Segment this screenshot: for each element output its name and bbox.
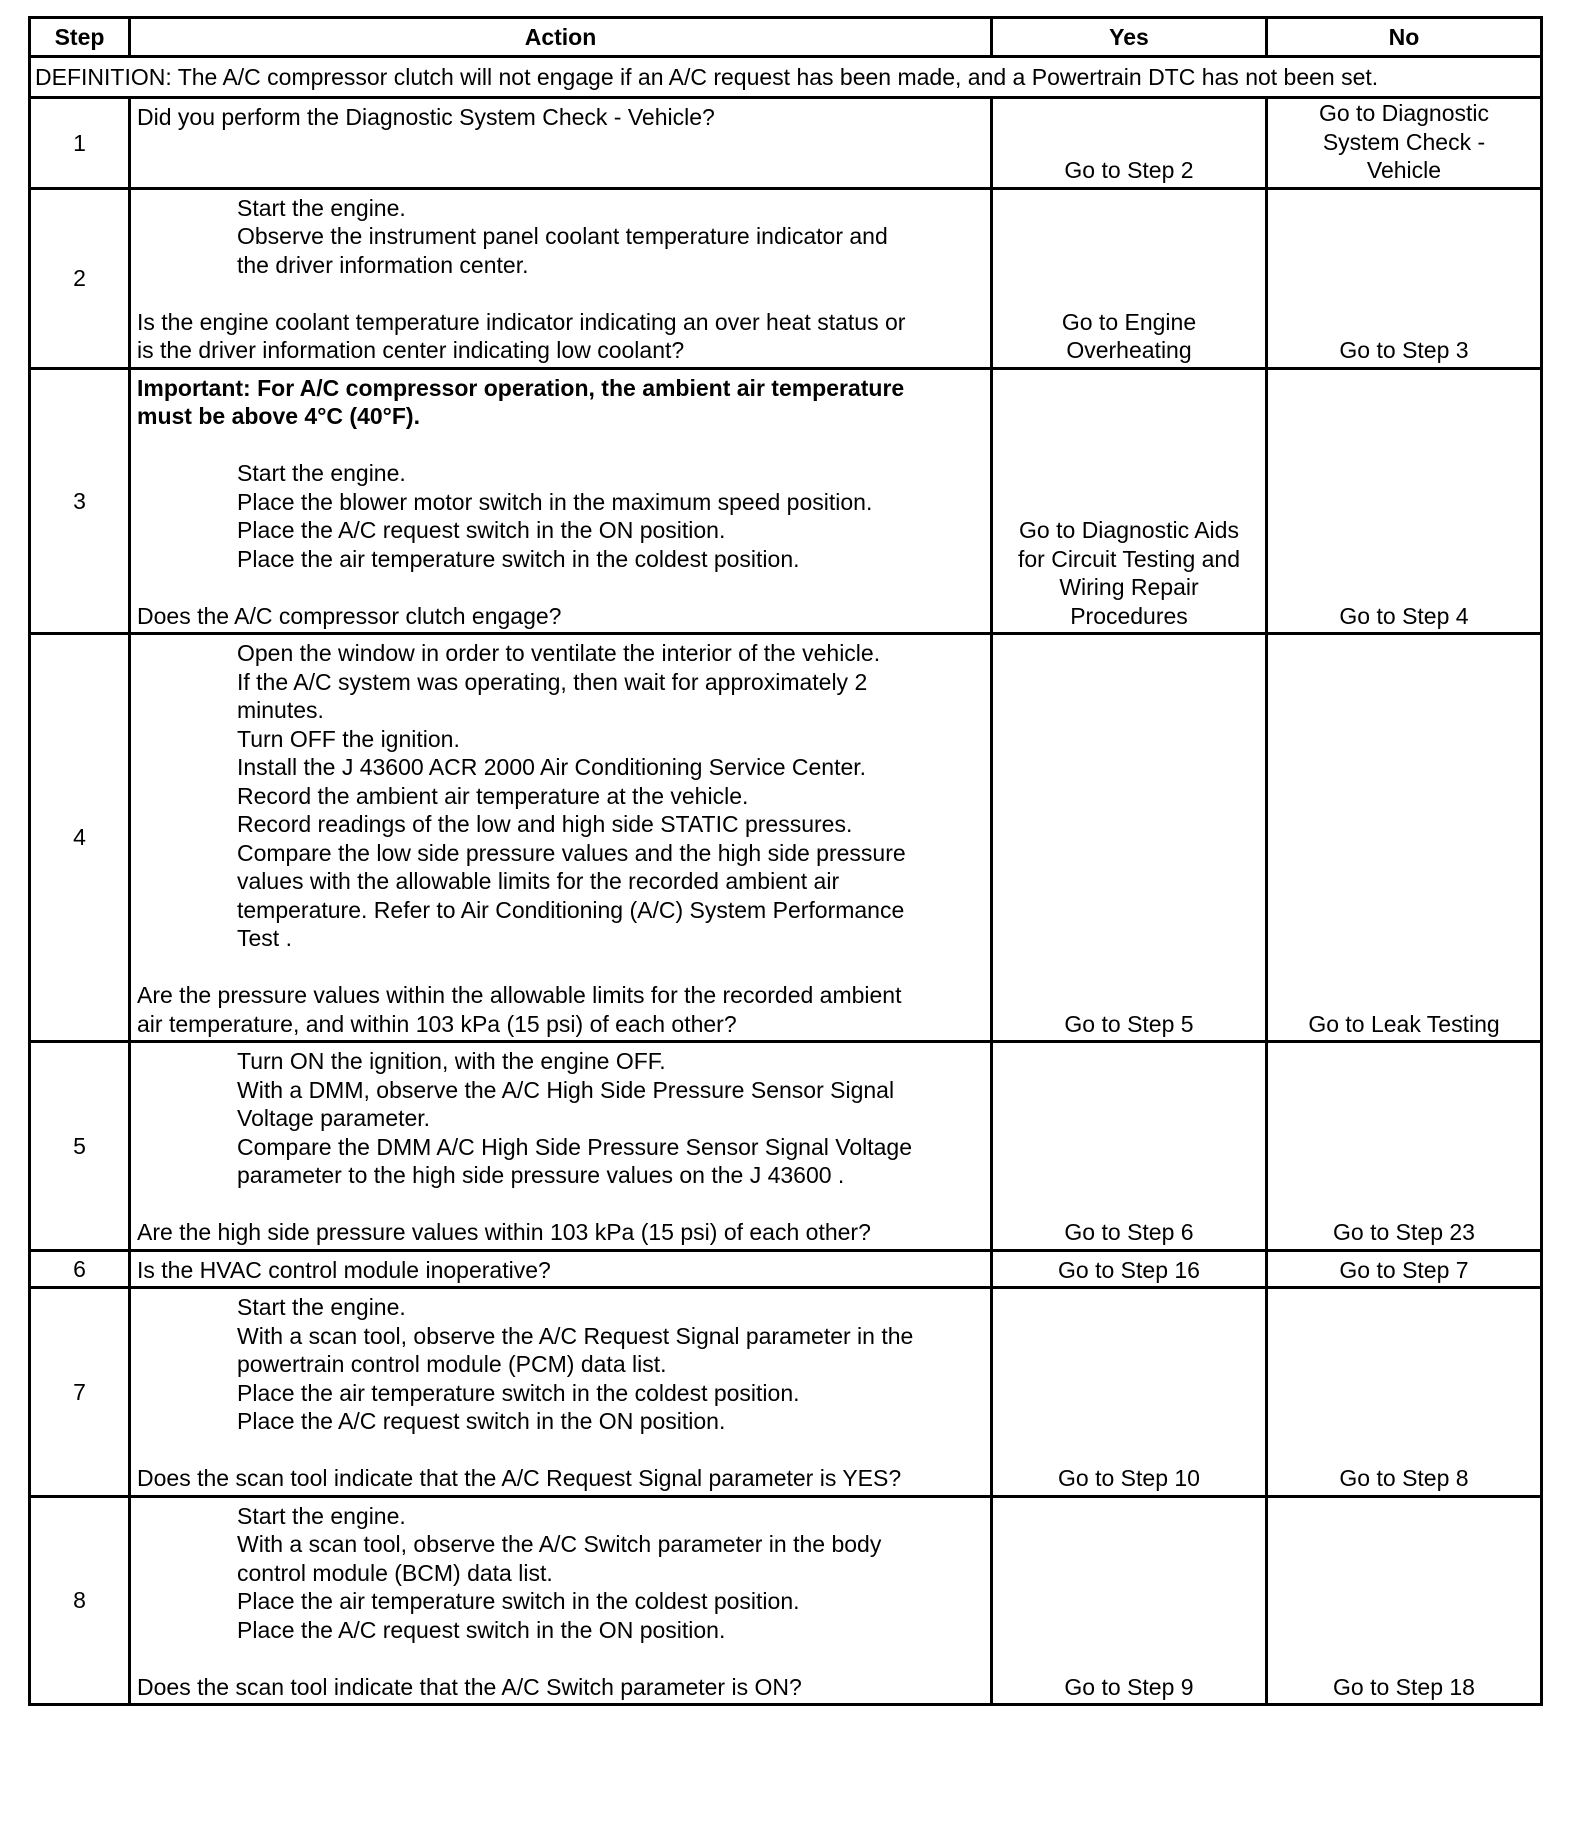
table-row xyxy=(30,98,1542,189)
action-line: Place the air temperature switch in the coldest position. xyxy=(237,545,800,572)
action-line: control module (BCM) data list. xyxy=(237,1559,553,1586)
no-line: Go to Step 3 xyxy=(1339,337,1469,363)
no-line: Go to Step 4 xyxy=(1339,602,1469,629)
action-line: Test . xyxy=(237,925,292,951)
no-line: Go to Step 7 xyxy=(1339,1256,1469,1283)
header-no: No xyxy=(1267,18,1542,57)
table-row xyxy=(30,1042,1542,1251)
header-row xyxy=(30,18,1542,57)
yes-line: Go to Step 6 xyxy=(1064,1219,1194,1245)
no-cell xyxy=(1267,1250,1542,1288)
header-step: Step xyxy=(30,18,130,57)
step-number: 6 xyxy=(30,1250,130,1288)
action-line: is the driver information center indicating low coolant? xyxy=(137,337,685,363)
action-line: Install the J 43600 ACR 2000 Air Conditioning Service Center. xyxy=(237,754,867,780)
yes-cell xyxy=(992,634,1267,1042)
yes-cell xyxy=(992,368,1267,634)
action-line: Does the A/C compressor clutch engage? xyxy=(137,602,562,629)
step-number: 8 xyxy=(30,1496,130,1705)
action-cell xyxy=(130,98,992,189)
spacer xyxy=(137,573,984,602)
no-line: Go to Leak Testing xyxy=(1308,1010,1500,1037)
action-line: Record readings of the low and high side STATIC pressures. xyxy=(237,811,853,837)
no-line: Go to Step 8 xyxy=(1339,1465,1469,1491)
table-row xyxy=(30,368,1542,634)
yes-line: Go to Engine xyxy=(1061,308,1197,335)
action-line: Place the A/C request switch in the ON position. xyxy=(237,1408,726,1434)
action-line: Did you perform the Diagnostic System Check - Vehicle? xyxy=(137,104,715,130)
action-line: Does the scan tool indicate that the A/C Request Signal parameter is YES? xyxy=(137,1465,902,1491)
spacer xyxy=(137,132,984,161)
action-cell xyxy=(130,634,992,1042)
action-line: Turn OFF the ignition. xyxy=(237,725,460,752)
action-line: Place the A/C request switch in the ON position. xyxy=(237,1616,726,1643)
yes-cell xyxy=(992,98,1267,189)
action-line: Open the window in order to ventilate the interior of the vehicle. xyxy=(237,640,881,666)
step-number: 1 xyxy=(30,98,130,189)
table-row xyxy=(30,1288,1542,1497)
spacer xyxy=(137,1436,984,1465)
yes-line: Go to Diagnostic Aids xyxy=(1019,517,1239,543)
no-line: Go to Step 18 xyxy=(1333,1673,1475,1700)
spacer xyxy=(137,1644,984,1673)
action-line: Important: For A/C compressor operation, the ambient air temperature xyxy=(137,374,905,401)
no-cell xyxy=(1267,1496,1542,1705)
yes-line: Go to Step 2 xyxy=(1064,157,1194,183)
no-cell xyxy=(1267,98,1542,189)
action-line: Place the blower motor switch in the maximum speed position. xyxy=(237,488,873,515)
header-yes: Yes xyxy=(992,18,1267,57)
action-line: Place the A/C request switch in the ON position. xyxy=(237,517,726,543)
no-cell xyxy=(1267,1288,1542,1497)
diagnostic-table xyxy=(28,16,1543,1706)
action-line: With a scan tool, observe the A/C Request Signal parameter in the xyxy=(237,1322,914,1349)
step-number: 7 xyxy=(30,1288,130,1497)
action-line: Start the engine. xyxy=(237,1294,406,1320)
action-line: If the A/C system was operating, then wait for approximately 2 xyxy=(237,668,868,695)
spacer xyxy=(137,1190,984,1219)
action-line: Are the pressure values within the allowable limits for the recorded ambient xyxy=(137,982,902,1008)
yes-line: Wiring Repair xyxy=(1059,574,1199,600)
yes-line: Overheating xyxy=(1066,337,1192,363)
table-row xyxy=(30,188,1542,368)
action-line: parameter to the high side pressure values on the J 43600 . xyxy=(237,1162,845,1188)
action-cell xyxy=(130,1250,992,1288)
step-number: 2 xyxy=(30,188,130,368)
table-row xyxy=(30,634,1542,1042)
definition-text: DEFINITION: The A/C compressor clutch will not engage if an A/C request has been made, and a Powertrain DTC has not been set. xyxy=(30,57,1542,98)
action-line: Does the scan tool indicate that the A/C Switch parameter is ON? xyxy=(137,1673,802,1700)
action-cell xyxy=(130,1042,992,1251)
action-line: Observe the instrument panel coolant temperature indicator and xyxy=(237,223,888,249)
no-line: System Check - xyxy=(1322,128,1486,155)
action-cell xyxy=(130,1496,992,1705)
action-line: Start the engine. xyxy=(237,194,406,221)
header-action: Action xyxy=(130,18,992,57)
action-line: temperature. Refer to Air Conditioning (A/C) System Performance xyxy=(237,896,905,923)
no-cell xyxy=(1267,1042,1542,1251)
spacer xyxy=(137,953,984,982)
action-line: With a DMM, observe the A/C High Side Pressure Sensor Signal xyxy=(237,1076,895,1103)
yes-cell xyxy=(992,188,1267,368)
yes-line: Go to Step 5 xyxy=(1064,1010,1194,1037)
yes-cell xyxy=(992,1288,1267,1497)
action-line: must be above 4°C (40°F). xyxy=(137,403,420,429)
table-row xyxy=(30,1250,1542,1288)
yes-cell xyxy=(992,1250,1267,1288)
action-line: air temperature, and within 103 kPa (15 psi) of each other? xyxy=(137,1010,737,1037)
action-line: Compare the low side pressure values and the high side pressure xyxy=(237,839,906,866)
action-line: Is the HVAC control module inoperative? xyxy=(137,1256,551,1283)
action-cell xyxy=(130,188,992,368)
action-line: With a scan tool, observe the A/C Switch parameter in the body xyxy=(237,1531,882,1557)
action-line: minutes. xyxy=(237,697,324,723)
step-number: 5 xyxy=(30,1042,130,1251)
yes-line: Go to Step 16 xyxy=(1058,1256,1200,1283)
no-line: Go to Diagnostic xyxy=(1318,100,1490,126)
action-line: Are the high side pressure values within 103 kPa (15 psi) of each other? xyxy=(137,1219,871,1245)
yes-cell xyxy=(992,1496,1267,1705)
no-cell xyxy=(1267,188,1542,368)
yes-line: Go to Step 10 xyxy=(1058,1465,1200,1491)
definition-row xyxy=(30,57,1542,98)
yes-cell xyxy=(992,1042,1267,1251)
action-line: Record the ambient air temperature at the vehicle. xyxy=(237,782,749,809)
no-cell xyxy=(1267,368,1542,634)
yes-line: Go to Step 9 xyxy=(1064,1673,1194,1700)
yes-line: for Circuit Testing and xyxy=(1017,545,1240,572)
no-line: Vehicle xyxy=(1366,157,1442,183)
action-cell xyxy=(130,368,992,634)
action-line: Place the air temperature switch in the coldest position. xyxy=(237,1379,800,1406)
action-line: the driver information center. xyxy=(237,251,529,278)
action-cell xyxy=(130,1288,992,1497)
action-line: Turn ON the ignition, with the engine OFF. xyxy=(237,1048,666,1074)
action-line: Voltage parameter. xyxy=(237,1105,431,1131)
spacer xyxy=(137,431,984,460)
spacer xyxy=(137,279,984,308)
action-line: values with the allowable limits for the recorded ambient air xyxy=(237,868,840,894)
table-row xyxy=(30,1496,1542,1705)
action-line: Start the engine. xyxy=(237,1502,406,1529)
yes-line: Procedures xyxy=(1070,602,1188,629)
step-number: 3 xyxy=(30,368,130,634)
action-line: Compare the DMM A/C High Side Pressure Sensor Signal Voltage xyxy=(237,1133,912,1160)
action-line: Start the engine. xyxy=(237,460,406,486)
action-line: Place the air temperature switch in the coldest position. xyxy=(237,1588,800,1614)
no-line: Go to Step 23 xyxy=(1333,1219,1475,1245)
step-number: 4 xyxy=(30,634,130,1042)
action-line: powertrain control module (PCM) data list. xyxy=(237,1351,667,1377)
no-cell xyxy=(1267,634,1542,1042)
action-line: Is the engine coolant temperature indicator indicating an over heat status or xyxy=(137,308,906,335)
